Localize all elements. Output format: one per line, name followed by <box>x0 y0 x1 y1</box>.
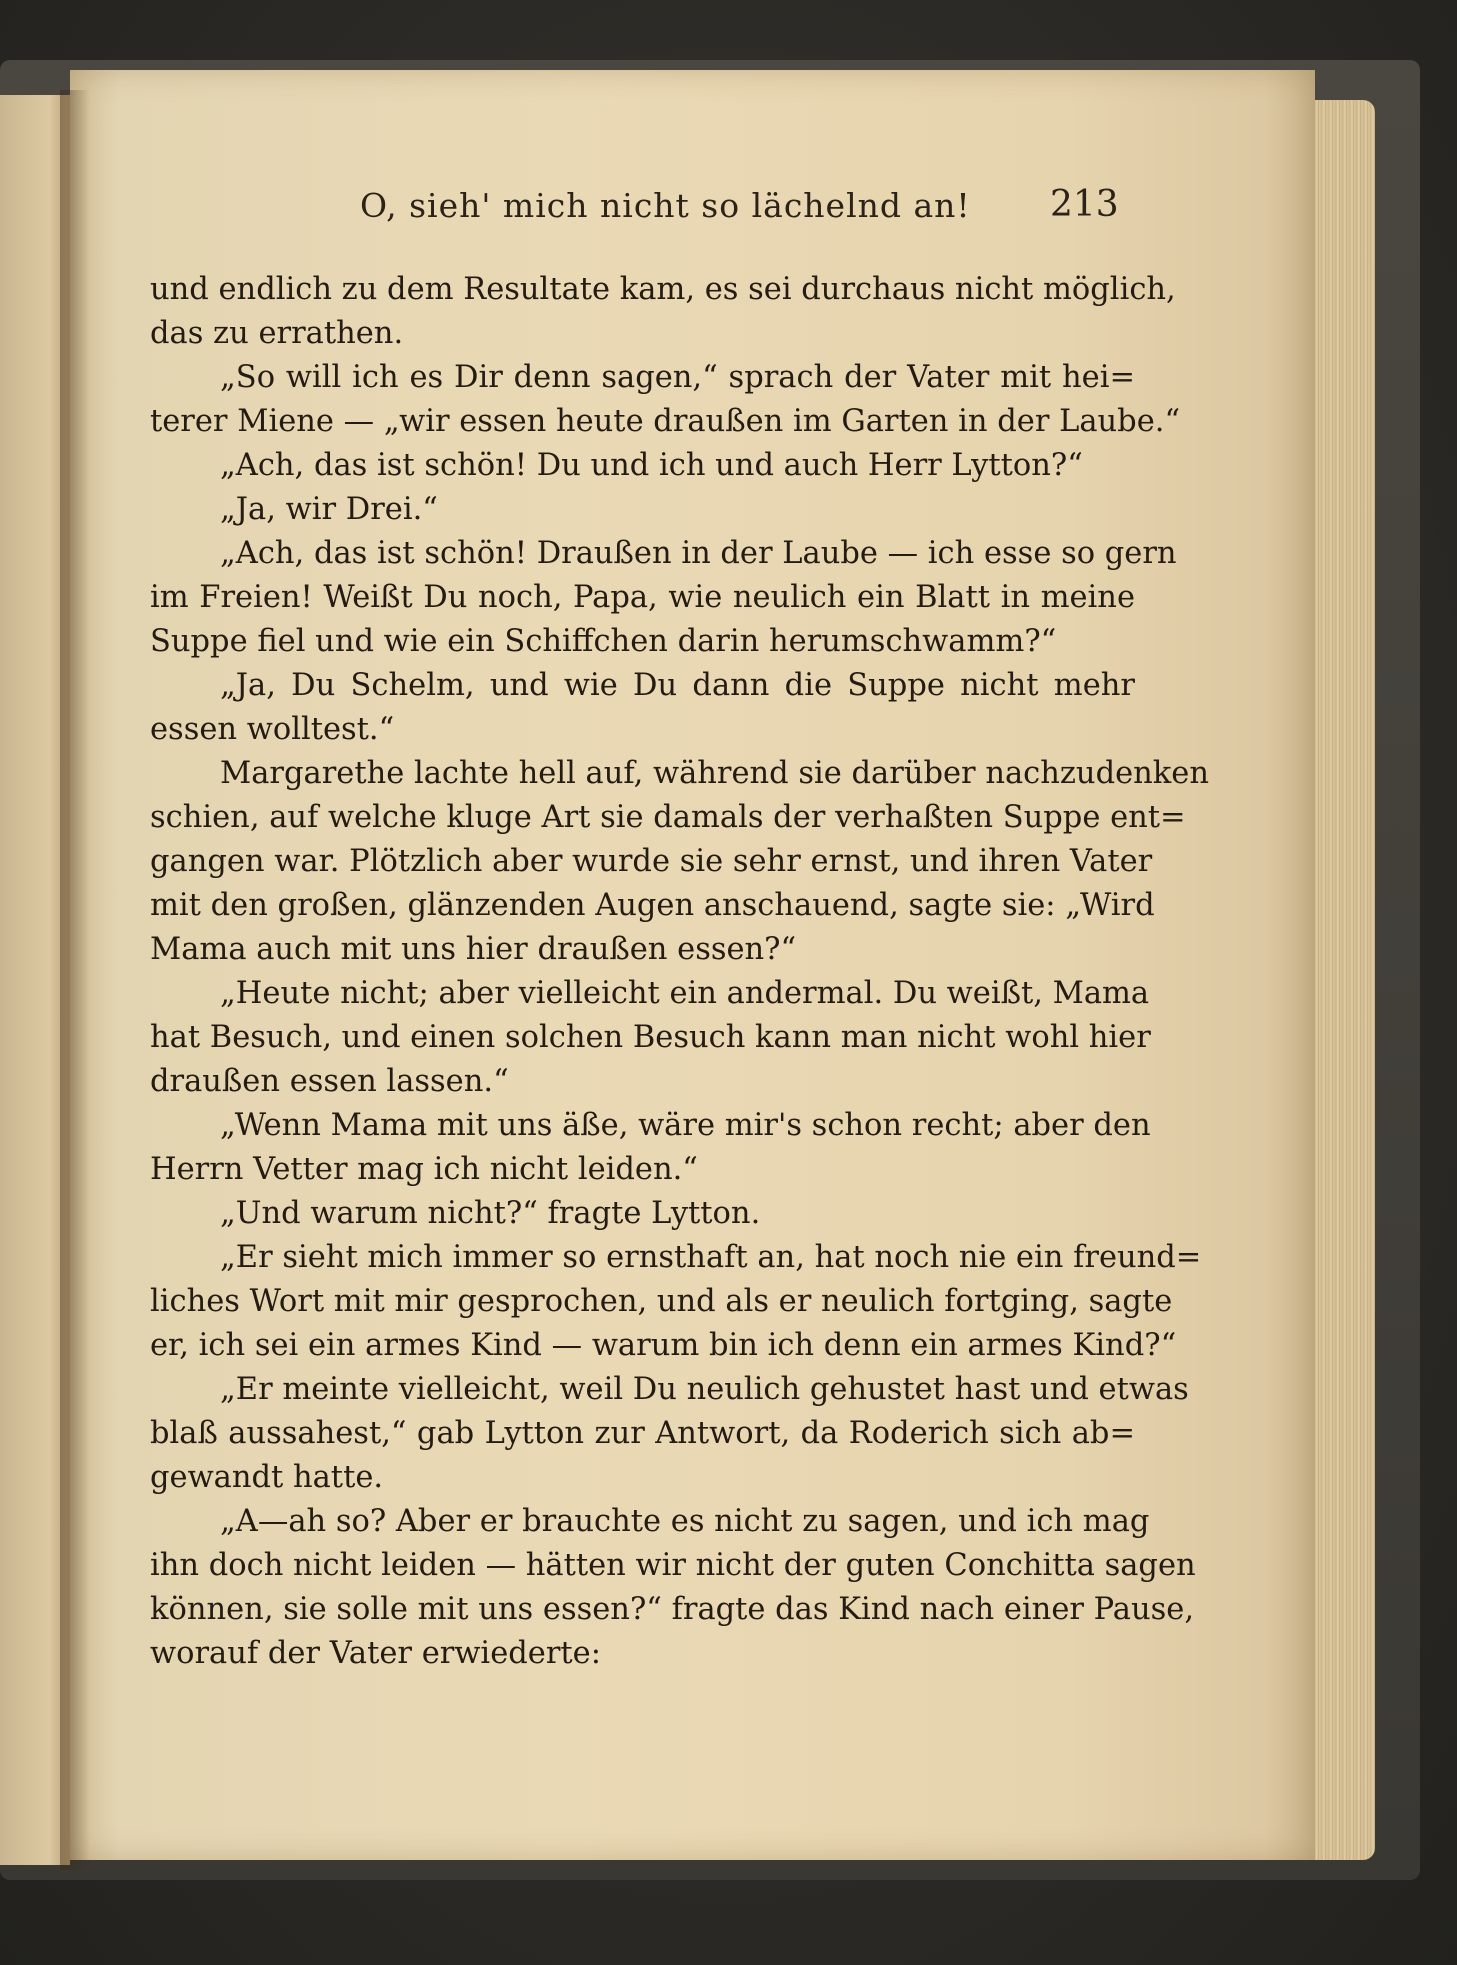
text-line: „Und warum nicht?“ fragte Lytton. <box>220 1196 761 1231</box>
text-line: „Er sieht mich immer so ernsthaft an, hat noch nie ein freund= <box>220 1240 1202 1275</box>
text-line: das zu errathen. <box>150 316 404 351</box>
text-line: worauf der Vater erwiederte: <box>150 1636 601 1671</box>
text-line: hat Besuch, und einen solchen Besuch kann man nicht wohl hier <box>150 1020 1151 1055</box>
text-line: terer Miene — „wir essen heute draußen im Garten in der Laube.“ <box>150 404 1181 439</box>
text-line: Herrn Vetter mag ich nicht leiden.“ <box>150 1152 698 1187</box>
text-line: Mama auch mit uns hier draußen essen?“ <box>150 932 797 967</box>
text-line: „A—ah so? Aber er brauchte es nicht zu sagen, und ich mag <box>220 1504 1150 1539</box>
text-line: gangen war. Plötzlich aber wurde sie sehr ernst, und ihren Vater <box>150 844 1153 879</box>
text-line: können, sie solle mit uns essen?“ fragte das Kind nach einer Pause, <box>150 1592 1195 1627</box>
text-line: schien, auf welche kluge Art sie damals der verhaßten Suppe ent= <box>150 800 1186 835</box>
text-line: blaß aussahest,“ gab Lytton zur Antwort, da Roderich sich ab= <box>150 1416 1135 1451</box>
running-head: O, sieh' mich nicht so lächelnd an! <box>360 186 971 225</box>
text-line: Margarethe lachte hell auf, während sie darüber nachzudenken <box>220 756 1209 791</box>
text-line: gewandt hatte. <box>150 1460 384 1495</box>
text-line: draußen essen lassen.“ <box>150 1064 509 1099</box>
text-line: essen wolltest.“ <box>150 712 395 747</box>
text-line: „Ja, Du Schelm, und wie Du dann die Suppe nicht mehr <box>220 668 1135 703</box>
text-line: „So will ich es Dir denn sagen,“ sprach der Vater mit hei= <box>220 360 1135 395</box>
text-line: ihn doch nicht leiden — hätten wir nicht der guten Conchitta sagen <box>150 1548 1196 1583</box>
text-line: „Er meinte vielleicht, weil Du neulich gehustet hast und etwas <box>220 1372 1189 1407</box>
text-line: liches Wort mit mir gesprochen, und als er neulich fortging, sagte <box>150 1284 1173 1319</box>
text-line: und endlich zu dem Resultate kam, es sei durchaus nicht möglich, <box>150 272 1176 307</box>
text-line: „Ja, wir Drei.“ <box>220 492 438 527</box>
text-line: mit den großen, glänzenden Augen anschauend, sagte sie: „Wird <box>150 888 1155 923</box>
text-line: „Ach, das ist schön! Draußen in der Laube — ich esse so gern <box>220 536 1177 571</box>
page-number: 213 <box>1050 184 1119 225</box>
text-line: „Ach, das ist schön! Du und ich und auch Herr Lytton?“ <box>220 448 1083 483</box>
text-line: „Wenn Mama mit uns äße, wäre mir's schon recht; aber den <box>220 1108 1151 1143</box>
text-line: er, ich sei ein armes Kind — warum bin ich denn ein armes Kind?“ <box>150 1328 1177 1363</box>
body-text <box>150 268 1209 1676</box>
page-stack-edge <box>1305 100 1375 1860</box>
text-line: „Heute nicht; aber vielleicht ein andermal. Du weißt, Mama <box>220 976 1150 1011</box>
spine-shadow <box>60 90 90 1870</box>
text-line: im Freien! Weißt Du noch, Papa, wie neulich ein Blatt in meine <box>150 580 1135 615</box>
text-line: Suppe fiel und wie ein Schiffchen darin herumschwamm?“ <box>150 624 1057 659</box>
